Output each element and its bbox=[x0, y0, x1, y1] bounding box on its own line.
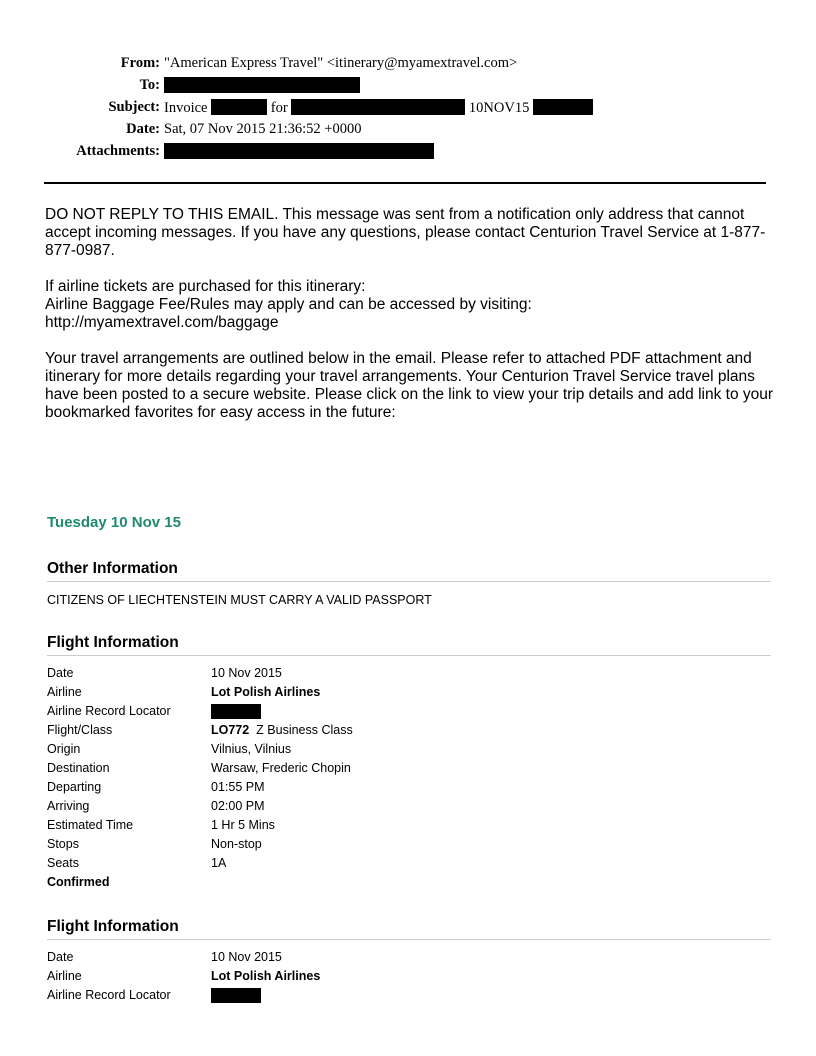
table-row bbox=[47, 986, 771, 1005]
table-row bbox=[47, 948, 771, 967]
flight-information-section-1 bbox=[47, 634, 771, 892]
redaction-block bbox=[211, 988, 261, 1003]
table-row bbox=[47, 816, 771, 835]
from-value[interactable]: "American Express Travel" <itinerary@myamextravel.com> bbox=[164, 55, 518, 71]
redaction-block bbox=[211, 704, 261, 719]
flight-class-value bbox=[211, 723, 353, 737]
arrangements-paragraph bbox=[45, 350, 780, 422]
table-row bbox=[47, 835, 771, 854]
from-row bbox=[0, 55, 816, 77]
flight-class: Z Business Class bbox=[256, 723, 353, 737]
origin-value: Vilnius, Vilnius bbox=[211, 742, 292, 756]
date-value: Sat, 07 Nov 2015 21:36:52 +0000 bbox=[164, 121, 362, 137]
section-title: Flight Information bbox=[47, 918, 771, 940]
date-label: Date bbox=[47, 950, 74, 964]
baggage-paragraph bbox=[45, 278, 780, 332]
seats-label: Seats bbox=[47, 856, 79, 870]
attachments-label: Attachments: bbox=[76, 143, 160, 159]
subject-value bbox=[164, 99, 593, 117]
attachments-value[interactable] bbox=[164, 143, 434, 161]
subject-label: Subject: bbox=[108, 99, 160, 115]
paragraph-text: DO NOT REPLY TO THIS EMAIL. This message was sent from a notification only address that cannot accept incoming messages. If you have any questions, please contact Centurion Travel Service at 1-877-877-0987. bbox=[45, 206, 766, 259]
record-locator-value bbox=[211, 988, 261, 1003]
to-label: To: bbox=[139, 77, 160, 93]
stops-label: Stops bbox=[47, 837, 79, 851]
flight-class-label: Flight/Class bbox=[47, 723, 113, 737]
date-value: 10 Nov 2015 bbox=[211, 950, 282, 964]
to-value bbox=[164, 77, 360, 95]
table-row bbox=[47, 797, 771, 816]
destination-value: Warsaw, Frederic Chopin bbox=[211, 761, 351, 775]
date-label: Date: bbox=[126, 121, 160, 137]
redaction-block bbox=[164, 143, 434, 159]
airline-value: Lot Polish Airlines bbox=[211, 969, 321, 983]
estimated-time-value: 1 Hr 5 Mins bbox=[211, 818, 275, 832]
redaction-block bbox=[164, 77, 360, 93]
table-row bbox=[47, 740, 771, 759]
record-locator-value bbox=[211, 704, 261, 719]
section-title: Other Information bbox=[47, 560, 771, 582]
table-row bbox=[47, 683, 771, 702]
status-label: Confirmed bbox=[47, 875, 110, 889]
redaction-block bbox=[291, 99, 465, 115]
table-row bbox=[47, 778, 771, 797]
passport-note: CITIZENS OF LIECHTENSTEIN MUST CARRY A VALID PASSPORT bbox=[47, 593, 432, 607]
arriving-value: 02:00 PM bbox=[211, 799, 265, 813]
table-row bbox=[47, 873, 771, 892]
flight-details-table bbox=[47, 664, 771, 892]
to-row bbox=[0, 77, 816, 99]
subject-for-text: for bbox=[270, 100, 288, 116]
record-locator-label: Airline Record Locator bbox=[47, 704, 171, 718]
table-row bbox=[47, 967, 771, 986]
paragraph-text: Your travel arrangements are outlined below in the email. Please refer to attached PDF attachment and itinerary for more details regarding your travel arrangements. Your Centurion Travel Service travel plans have been posted to a secure website. Please click on the link to view your trip details and add link to your bookmarked favorites for easy access in the future: bbox=[45, 350, 774, 421]
section-title: Flight Information bbox=[47, 634, 771, 656]
table-row bbox=[47, 854, 771, 873]
table-row bbox=[47, 759, 771, 778]
other-information-section bbox=[47, 560, 771, 607]
record-locator-label: Airline Record Locator bbox=[47, 988, 171, 1002]
airline-label: Airline bbox=[47, 969, 82, 983]
stops-value: Non-stop bbox=[211, 837, 262, 851]
redaction-block bbox=[211, 99, 267, 115]
baggage-link[interactable]: http://myamextravel.com/baggage bbox=[45, 314, 279, 331]
subject-date-code: 10NOV15 bbox=[468, 100, 530, 116]
subject-invoice-text: Invoice bbox=[164, 100, 208, 116]
airline-value: Lot Polish Airlines bbox=[211, 685, 321, 699]
email-header bbox=[0, 55, 816, 165]
day-heading: Tuesday 10 Nov 15 bbox=[47, 514, 181, 531]
arriving-label: Arriving bbox=[47, 799, 90, 813]
departing-value: 01:55 PM bbox=[211, 780, 265, 794]
departing-label: Departing bbox=[47, 780, 102, 794]
airline-label: Airline bbox=[47, 685, 82, 699]
flight-information-section-2 bbox=[47, 918, 771, 1005]
table-row bbox=[47, 721, 771, 740]
date-row bbox=[0, 121, 816, 143]
attachments-row bbox=[0, 143, 816, 165]
baggage-line-1: If airline tickets are purchased for this itinerary: bbox=[45, 278, 366, 295]
redaction-block bbox=[533, 99, 593, 115]
flight-number: LO772 bbox=[211, 723, 250, 737]
subject-row bbox=[0, 99, 816, 121]
flight-details-table bbox=[47, 948, 771, 1005]
table-row bbox=[47, 702, 771, 721]
date-label: Date bbox=[47, 666, 74, 680]
origin-label: Origin bbox=[47, 742, 81, 756]
destination-label: Destination bbox=[47, 761, 110, 775]
table-row bbox=[47, 664, 771, 683]
header-divider bbox=[44, 182, 766, 184]
seats-value: 1A bbox=[211, 856, 227, 870]
date-value: 10 Nov 2015 bbox=[211, 666, 282, 680]
from-label: From: bbox=[120, 55, 160, 71]
no-reply-paragraph bbox=[45, 206, 780, 260]
baggage-line-2: Airline Baggage Fee/Rules may apply and can be accessed by visiting: bbox=[45, 296, 532, 313]
estimated-time-label: Estimated Time bbox=[47, 818, 134, 832]
